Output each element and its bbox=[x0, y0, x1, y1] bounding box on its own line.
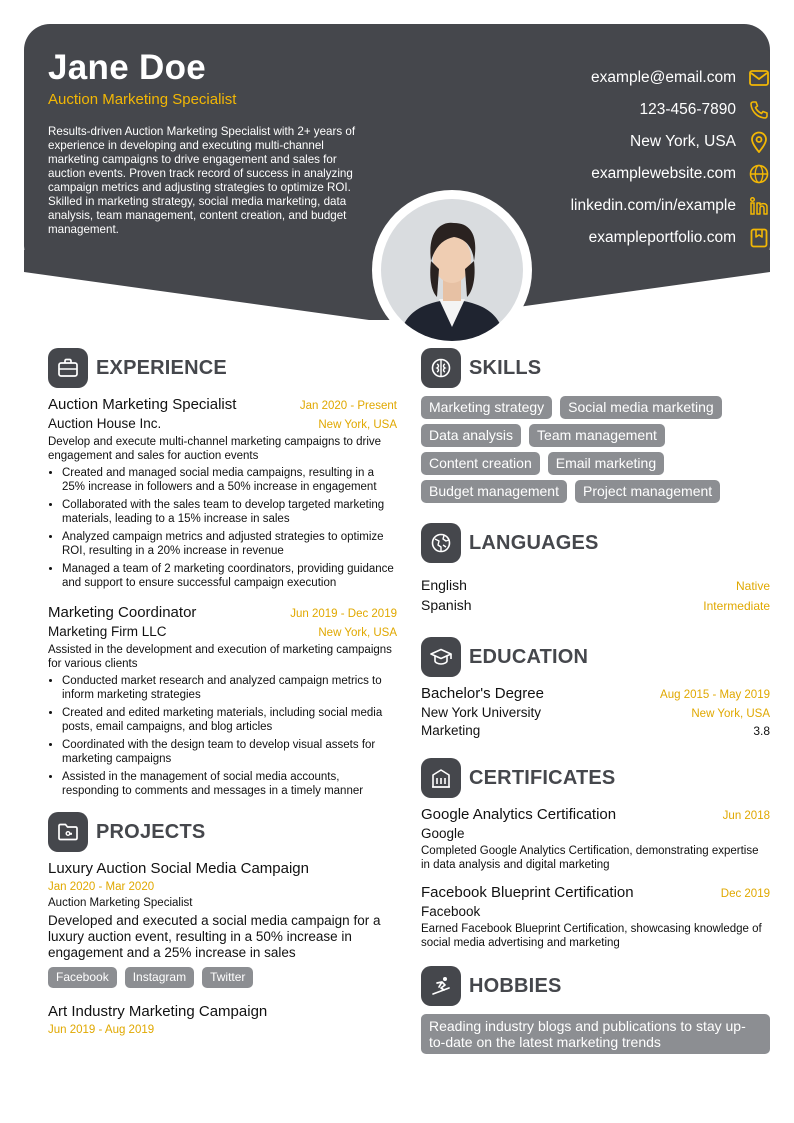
contact-phone[interactable] bbox=[440, 94, 770, 126]
languages-header bbox=[421, 523, 770, 563]
contact-location-text: New York, USA bbox=[630, 133, 736, 150]
folder-icon bbox=[48, 812, 88, 852]
job-dates: Jan 2020 - Present bbox=[299, 400, 397, 412]
education-location: New York, USA bbox=[691, 708, 770, 720]
languages-title: LANGUAGES bbox=[469, 531, 599, 554]
job-dates: Jun 2019 - Dec 2019 bbox=[290, 608, 397, 620]
location-icon bbox=[748, 131, 770, 153]
certificates-title: CERTIFICATES bbox=[469, 766, 616, 789]
hobbies-header bbox=[421, 966, 770, 1006]
graduation-cap-icon bbox=[421, 637, 461, 677]
job-bullet: • Coordinated with the design team to develop visual assets for marketing campaigns bbox=[62, 738, 397, 766]
skill-tag: Team management bbox=[529, 424, 665, 447]
contact-email-text[interactable]: example@email.com bbox=[591, 69, 736, 86]
job-description: Develop and execute multi-channel marketing campaigns to drive engagement and sales for auction events bbox=[48, 436, 382, 462]
project-tag: Facebook bbox=[48, 967, 117, 988]
education-title: EDUCATION bbox=[469, 645, 589, 668]
project-dates: Jan 2020 - Mar 2020 bbox=[48, 881, 155, 893]
contact-website[interactable] bbox=[440, 158, 770, 190]
skills-header bbox=[421, 348, 770, 388]
skill-tags bbox=[421, 396, 770, 503]
left-column bbox=[48, 348, 397, 1036]
certificates-header bbox=[421, 758, 770, 798]
job-title: Auction Marketing Specialist bbox=[48, 396, 237, 413]
skill-tag: Social media marketing bbox=[560, 396, 722, 419]
certificate-entry bbox=[421, 884, 770, 950]
summary: Results-driven Auction Marketing Specialist with 2+ years of experience in developing and executing multi-channel marketing campaigns to drive engagement and sales for auction events. Proven track record of success in analyzing campaign metrics and adjusting strategies to optimize ROI. Skilled in marketing strategy, social media marketing, data analysis, team management, content creation, and budget management. bbox=[48, 125, 356, 236]
job-company-row bbox=[48, 416, 397, 431]
certificate-issuer: Facebook bbox=[421, 904, 481, 919]
education-degree-row bbox=[421, 685, 770, 702]
language-row bbox=[421, 597, 770, 617]
education-header bbox=[421, 637, 770, 677]
candidate-role: Auction Marketing Specialist bbox=[48, 91, 237, 108]
hobbies-title: HOBBIES bbox=[469, 974, 562, 997]
language-level: Native bbox=[735, 579, 770, 593]
profile-photo bbox=[381, 199, 523, 341]
phone-icon bbox=[748, 99, 770, 121]
building-icon bbox=[421, 758, 461, 798]
skiing-icon bbox=[421, 966, 461, 1006]
contact-email[interactable] bbox=[440, 62, 770, 94]
skill-tag: Project management bbox=[575, 480, 720, 503]
job-bullet: • Created and edited marketing materials, including social media posts, email campaigns, and blog articles bbox=[62, 706, 397, 734]
certificate-description: Earned Facebook Blueprint Certification, showcasing knowledge of social media advertising and marketing bbox=[421, 923, 762, 949]
certificate-date: Dec 2019 bbox=[720, 888, 770, 900]
project-tag: Instagram bbox=[125, 967, 194, 988]
job-location: New York, USA bbox=[318, 627, 397, 639]
job-entry bbox=[48, 604, 397, 798]
skill-tag: Data analysis bbox=[421, 424, 521, 447]
job-company: Marketing Firm LLC bbox=[48, 624, 167, 639]
projects-title: PROJECTS bbox=[96, 820, 206, 843]
job-heading bbox=[48, 604, 397, 621]
portfolio-icon bbox=[748, 227, 770, 249]
job-bullet: • Assisted in the management of social media accounts, responding to comments and messages in a timely manner bbox=[62, 770, 397, 798]
job-bullet: • Analyzed campaign metrics and adjusted strategies to optimize ROI, resulting in a 20% increase in revenue bbox=[62, 530, 397, 558]
certificate-title: Facebook Blueprint Certification bbox=[421, 884, 634, 901]
job-bullet: • Conducted market research and analyzed campaign metrics to inform marketing strategies bbox=[62, 674, 397, 702]
contact-linkedin-text[interactable]: linkedin.com/in/example bbox=[570, 197, 736, 214]
language-list bbox=[421, 577, 770, 617]
education-degree: Bachelor's Degree bbox=[421, 685, 544, 702]
project-title: Luxury Auction Social Media Campaign bbox=[48, 860, 309, 877]
job-bullets bbox=[62, 466, 397, 590]
hobby-item: Reading industry blogs and publications to stay up-to-date on the latest marketing trends bbox=[421, 1014, 770, 1054]
contact-portfolio-text[interactable]: exampleportfolio.com bbox=[588, 229, 736, 246]
job-company-row bbox=[48, 624, 397, 639]
job-bullet: • Created and managed social media campaigns, resulting in a 25% increase in followers and a 50% increase in engagement bbox=[62, 466, 397, 494]
skill-tag: Content creation bbox=[421, 452, 540, 475]
contact-location bbox=[440, 126, 770, 158]
job-description: Assisted in the development and execution of marketing campaigns for various clients bbox=[48, 644, 392, 670]
project-tag: Twitter bbox=[202, 967, 253, 988]
certificate-issuer: Google bbox=[421, 826, 465, 841]
job-heading bbox=[48, 396, 397, 413]
language-row bbox=[421, 577, 770, 597]
certificate-date: Jun 2018 bbox=[722, 810, 770, 822]
education-school: New York University bbox=[421, 705, 542, 720]
job-title: Marketing Coordinator bbox=[48, 604, 197, 621]
certificate-description: Completed Google Analytics Certification, demonstrating expertise in data analysis and digital marketing bbox=[421, 845, 759, 871]
certificate-heading bbox=[421, 806, 770, 823]
right-column bbox=[421, 348, 770, 1054]
job-location: New York, USA bbox=[318, 419, 397, 431]
certificate-title: Google Analytics Certification bbox=[421, 806, 617, 823]
project-role: Auction Marketing Specialist bbox=[48, 897, 193, 909]
contact-website-text[interactable]: examplewebsite.com bbox=[591, 165, 736, 182]
job-bullet: • Collaborated with the sales team to develop targeted marketing materials, leading to a 15% increase in sales bbox=[62, 498, 397, 526]
experience-title: EXPERIENCE bbox=[96, 356, 227, 379]
education-school-row bbox=[421, 705, 770, 720]
language-name: Spanish bbox=[421, 597, 472, 613]
project-title: Art Industry Marketing Campaign bbox=[48, 1003, 268, 1020]
language-name: English bbox=[421, 577, 467, 593]
job-bullet: • Managed a team of 2 marketing coordinators, providing guidance and support to ensure successful campaign execution bbox=[62, 562, 397, 590]
education-dates: Aug 2015 - May 2019 bbox=[660, 689, 770, 701]
certificate-heading bbox=[421, 884, 770, 901]
job-entry bbox=[48, 396, 397, 590]
skill-tag: Marketing strategy bbox=[421, 396, 552, 419]
skills-title: SKILLS bbox=[469, 356, 542, 379]
briefcase-icon bbox=[48, 348, 88, 388]
languages-icon bbox=[421, 523, 461, 563]
projects-header bbox=[48, 812, 397, 852]
project-description: Developed and executed a social media campaign for a luxury auction event, resulting in a 50% increase in engagement and a 25% increase in sales bbox=[48, 913, 381, 960]
brain-icon bbox=[421, 348, 461, 388]
contact-phone-text[interactable]: 123-456-7890 bbox=[639, 101, 736, 118]
project-entry bbox=[48, 860, 397, 988]
experience-header bbox=[48, 348, 397, 388]
job-bullets bbox=[62, 674, 397, 798]
project-dates: Jun 2019 - Aug 2019 bbox=[48, 1024, 155, 1036]
candidate-name: Jane Doe bbox=[48, 48, 207, 87]
education-gpa: 3.8 bbox=[753, 724, 770, 738]
skill-tag: Email marketing bbox=[548, 452, 664, 475]
job-company: Auction House Inc. bbox=[48, 416, 162, 431]
project-tags bbox=[48, 967, 397, 988]
project-entry bbox=[48, 1003, 397, 1036]
education-field-row bbox=[421, 723, 770, 738]
education-entry bbox=[421, 685, 770, 738]
globe-icon bbox=[748, 163, 770, 185]
certificate-entry bbox=[421, 806, 770, 872]
linkedin-icon bbox=[748, 195, 770, 217]
skill-tag: Budget management bbox=[421, 480, 567, 503]
mail-icon bbox=[748, 67, 770, 89]
language-level: Intermediate bbox=[703, 599, 770, 613]
education-field: Marketing bbox=[421, 723, 481, 738]
